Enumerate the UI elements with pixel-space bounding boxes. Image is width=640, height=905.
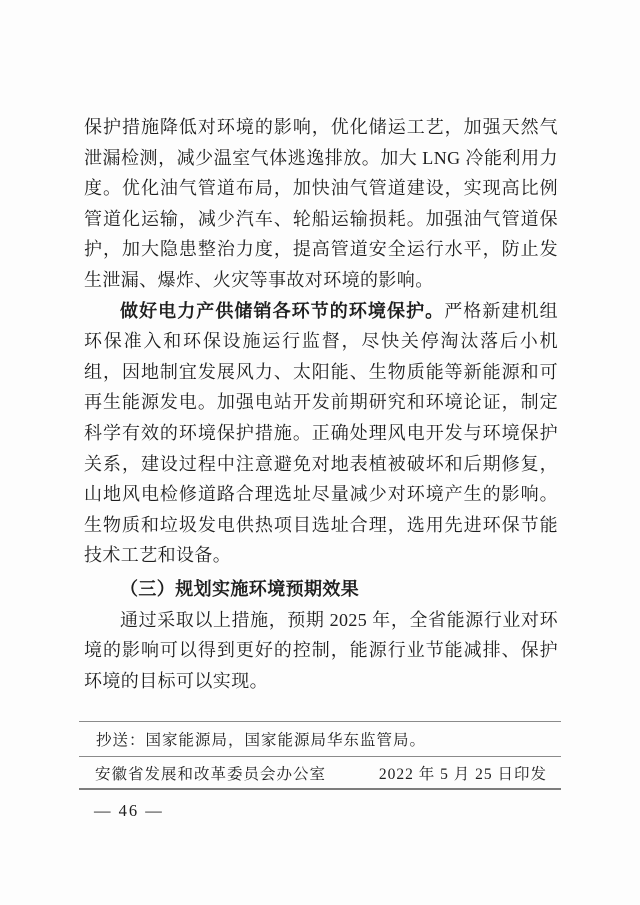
paragraph-continuation: 保护措施降低对环境的影响，优化储运工艺，加强天然气泄漏检测，减少温室气体逃逸排放。加大 LNG 冷能利用力度。优化油气管道布局，加快油气管道建设，实现高比例管道化运输，减少汽车、轮船运输损耗。加强油气管道保护，加大隐患整治力度，提高管道安全运行水平，防止发生泄漏、爆炸、火灾等事故对环境的影响。 — [84, 117, 558, 290]
cc-line: 抄送：国家能源局，国家能源局华东监管局。 — [96, 732, 427, 749]
paragraph-power-environment — [84, 296, 558, 571]
section-heading: （三）规划实施环境预期效果 — [120, 578, 360, 599]
document-footer — [79, 721, 561, 821]
issuing-office: 安徽省发展和改革委员会办公室 — [95, 765, 327, 783]
paragraph-body-text: 严格新建机组环保准入和环保设施运行监督，尽快关停淘汰落后小机组，因地制宜发展风力、太阳能、生物质能等新能源和可再生能源发电。加强电站开发前期研究和环境论证，制定科学有效的环境保护措施。正确处理风电开发与环境保护关系，建设过程中注意避免对地表植被破坏和后期修复，山地风电检修道路合理选址尽量减少对环境产生的影响。生物质和垃圾发电供热项目选址合理，选用先进环保节能技术工艺和设备。 — [84, 300, 558, 566]
paragraph-bold-lead: 做好电力产供储销各环节的环境保护。 — [120, 300, 445, 321]
paragraph-expected-effect: 通过采取以上措施，预期 2025 年，全省能源行业对环境的影响可以得到更好的控制，能源行业节能减排、保护环境的目标可以实现。 — [84, 609, 558, 691]
footer-divider-bottom — [79, 788, 561, 790]
document-body — [84, 112, 558, 696]
page-number: — 46 — — [94, 801, 164, 820]
issue-row — [79, 757, 561, 788]
print-date: 2022 年 5 月 25 日印发 — [378, 765, 547, 783]
